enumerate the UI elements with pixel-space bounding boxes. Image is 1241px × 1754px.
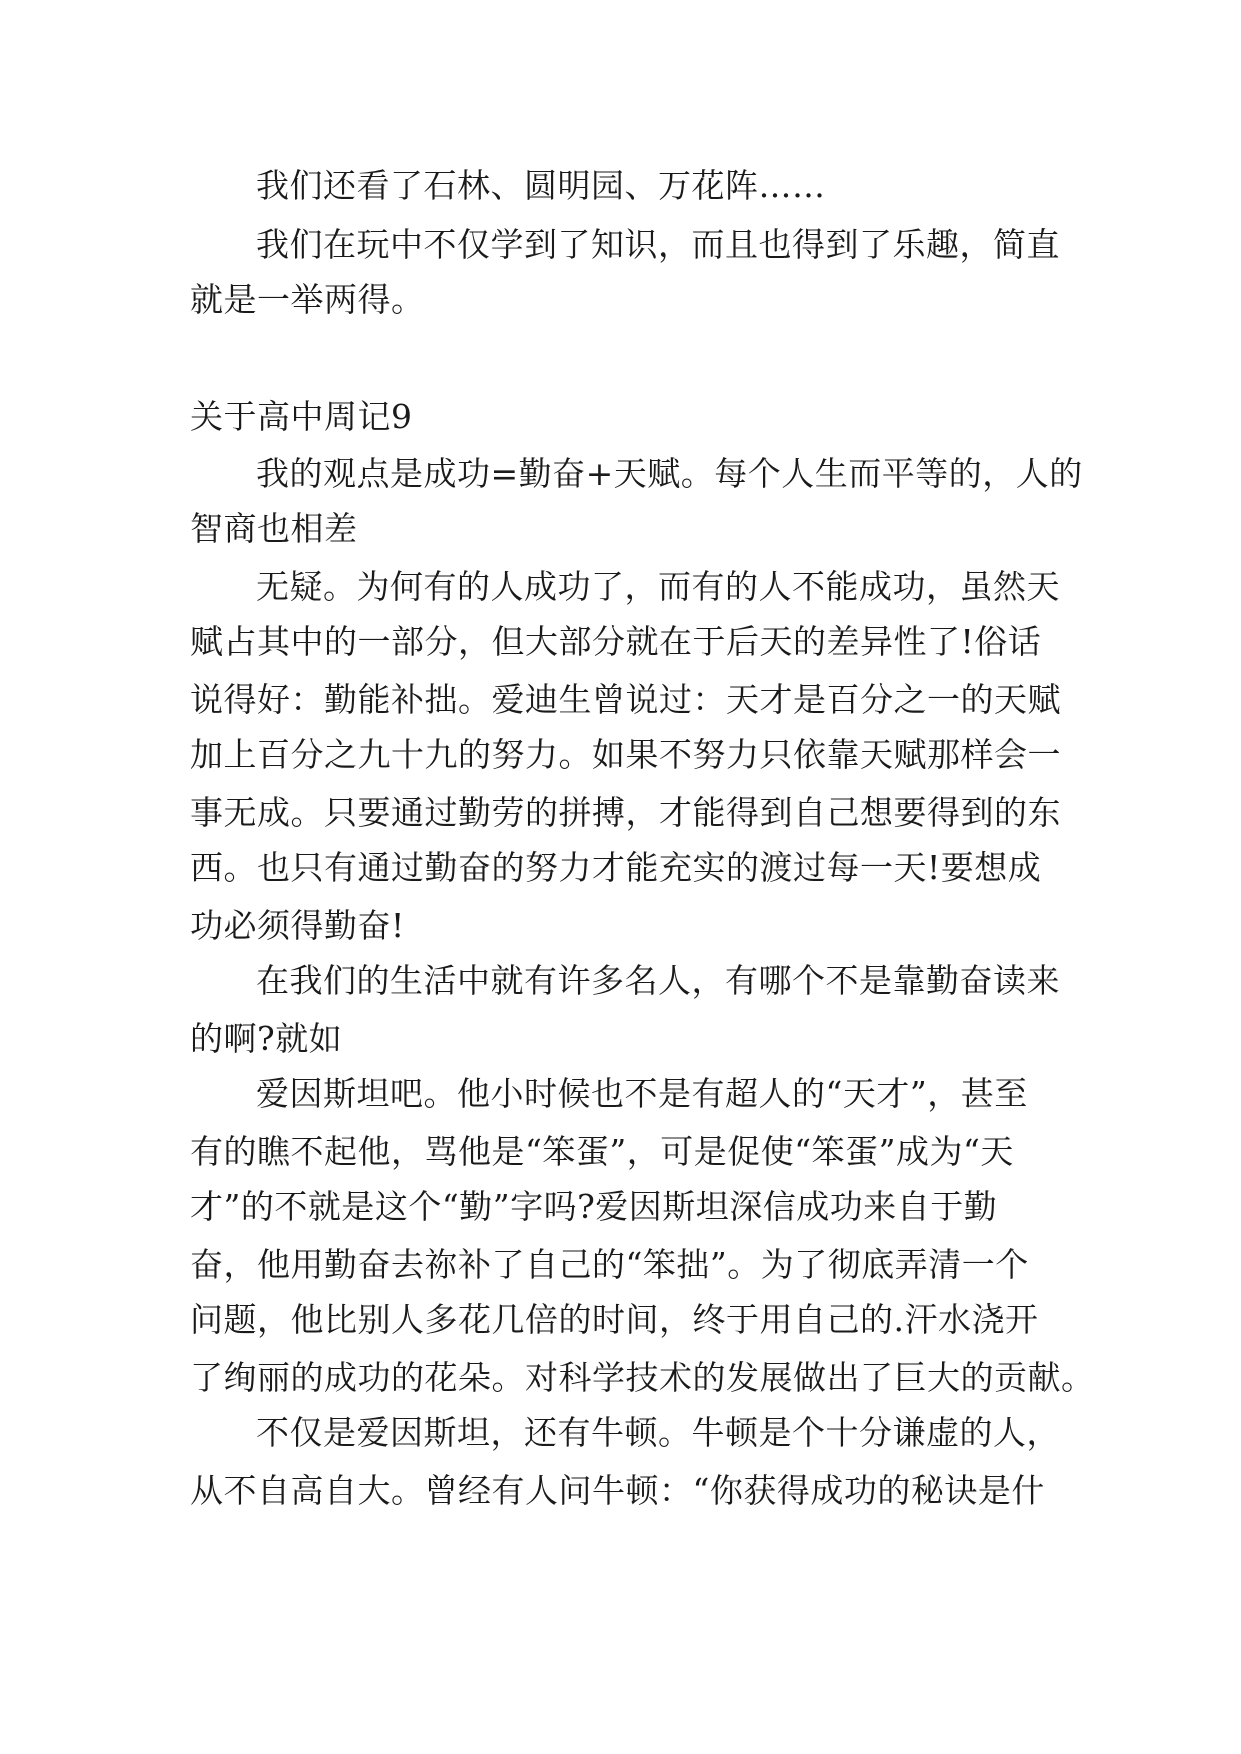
paragraph-line: 说得好：勤能补拙。爱迪生曾说过：天才是百分之一的天赋 bbox=[190, 680, 1061, 719]
section-heading: 关于高中周记9 bbox=[190, 397, 413, 436]
paragraph-line: 我们在玩中不仅学到了知识，而且也得到了乐趣，简直 bbox=[256, 225, 1060, 264]
paragraph-line: 在我们的生活中就有许多名人，有哪个不是靠勤奋读来 bbox=[256, 961, 1060, 1000]
paragraph-line: 我们还看了石林、圆明园、万花阵…… bbox=[256, 166, 826, 205]
paragraph-line: 问题，他比别人多花几倍的时间，终于用自己的.汗水浇开 bbox=[190, 1300, 1039, 1339]
paragraph-line: 加上百分之九十九的努力。如果不努力只依靠天赋那样会一 bbox=[190, 735, 1061, 774]
paragraph-line: 才”的不就是这个“勤”字吗?爱因斯坦深信成功来自于勤 bbox=[190, 1187, 998, 1226]
paragraph-line: 功必须得勤奋! bbox=[190, 906, 405, 945]
paragraph-line: 奋，他用勤奋去祢补了自己的“笨拙”。为了彻底弄清一个 bbox=[190, 1245, 1029, 1284]
paragraph-line: 就是一举两得。 bbox=[190, 280, 425, 319]
paragraph-line: 了绚丽的成功的花朵。对科学技术的发展做出了巨大的贡献。 bbox=[190, 1358, 1095, 1397]
paragraph-line: 从不自高自大。曾经有人问牛顿：“你获得成功的秘诀是什 bbox=[190, 1471, 1045, 1510]
paragraph-line: 有的瞧不起他，骂他是“笨蛋”，可是促使“笨蛋”成为“天 bbox=[190, 1132, 1014, 1171]
paragraph-line: 事无成。只要通过勤劳的拼搏，才能得到自己想要得到的东 bbox=[190, 793, 1061, 832]
paragraph-line: 的啊?就如 bbox=[190, 1019, 343, 1058]
paragraph-line: 赋占其中的一部分，但大部分就在于后天的差异性了!俗话 bbox=[190, 622, 1042, 661]
paragraph-line: 爱因斯坦吧。他小时候也不是有超人的“天才”，甚至 bbox=[256, 1074, 1028, 1113]
paragraph-line: 智商也相差 bbox=[190, 509, 358, 548]
paragraph-line: 无疑。为何有的人成功了，而有的人不能成功，虽然天 bbox=[256, 567, 1060, 606]
paragraph-line: 我的观点是成功=勤奋+天赋。每个人生而平等的，人的 bbox=[256, 454, 1083, 493]
paragraph-line: 西。也只有通过勤奋的努力才能充实的渡过每一天!要想成 bbox=[190, 848, 1042, 887]
paragraph-line: 不仅是爱因斯坦，还有牛顿。牛顿是个十分谦虚的人， bbox=[256, 1413, 1060, 1452]
